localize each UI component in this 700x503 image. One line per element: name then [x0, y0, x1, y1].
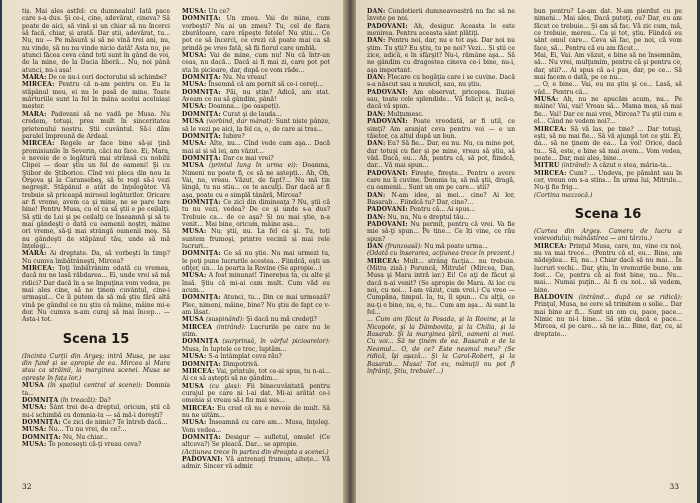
dialogue-text: Iubire? [222, 132, 245, 140]
dialogue-text: Da? [99, 396, 111, 404]
speaker-name: MUSA: [22, 440, 47, 448]
speaker-name: DAN: [367, 140, 386, 148]
dialogue-text: Vai de mine, cum nu! Nu că într-un ceas, nu dacă... Dacă ai fi mai zi, care pot pot sta în picioare, dar, după ce vom râde... [182, 52, 330, 74]
right-column-1 [367, 8, 515, 375]
speaker-name: DAN: [367, 213, 386, 221]
right-page [356, 0, 697, 503]
dialogue-paragraph [182, 419, 330, 434]
dialogue-paragraph [22, 441, 170, 448]
dialogue-paragraph [182, 8, 330, 15]
dialogue-text: Nu, nu, Nu e dreptul tău... [387, 213, 470, 221]
speaker-name: MIRCEA: [182, 367, 215, 375]
dialogue-text: Pentru că... Ai spus... [409, 206, 476, 214]
stage-direction-inline: (intrând... după ce se ridică): [578, 294, 682, 302]
speaker-name: MUSA: [182, 272, 207, 280]
speaker-name: MUSA: [182, 228, 207, 236]
speaker-name: MIRCEA: [534, 125, 567, 133]
dialogue-text: Alte, nu... Cînd vede cam aşa... Dacă mai ai și să iei, am văzut... [182, 140, 330, 155]
speaker-name: MARA: [22, 110, 47, 118]
dialogue-text: bun pentru? Le-am dat. N-am pierdut cu pe nimeni... Mai ales, Dacă puteţi, eu? Dar, eu am făcut ce trebuie... Şi am să fac. Vă zic cum, mă, ce trebuie, mereu... Ca şi tot, ştiu. Fiindcă eu sânt omul care... Ceva să fac, pe noi, că vom face, să... Pentru că eu am făcut... [534, 8, 682, 52]
speaker-name: DOMNIŢA [22, 396, 59, 404]
dialogue-paragraph [182, 118, 330, 133]
speaker-name: MITRU [534, 162, 560, 170]
dialogue-paragraph [22, 397, 170, 404]
speaker-name: MUSA: [182, 81, 207, 89]
dialogue-text: Nu... Tu nu vrei, de ce?... [48, 426, 127, 434]
stage-direction: (Cortina mazzocă.) [534, 191, 593, 199]
dialogue-paragraph [182, 368, 330, 383]
speaker-name: DOMNIŢA: [22, 433, 61, 441]
dialogue-paragraph [367, 258, 515, 317]
speaker-name: PADOVANI: [367, 220, 408, 228]
dialogue-text: Curat şi de lauda... [222, 110, 282, 118]
dialogue-paragraph [367, 89, 515, 111]
speaker-name: DOMNIŢA: [182, 360, 221, 368]
speaker-name: DOMNIŢA: [182, 198, 221, 206]
left-page [2, 0, 343, 503]
speaker-name: DAN: [367, 74, 386, 82]
dialogue-text: Păi, nu știm? Adică, am stat. Aveam ce nu să gândim, până! [182, 88, 330, 104]
stage-direction-inline: (în spațiul central al scenei): [47, 382, 143, 390]
speaker-name: MUSA [182, 382, 204, 390]
dialogue-text: Ce să nu ştie. Nu mai urmezi tu, le poţi pune lucrurile acestea... Fiindcă, eşti un ofiţer, un... la poarta la Rovine (Se apropie...) [182, 250, 330, 273]
speaker-name: MIRCEA: [22, 265, 55, 273]
dialogue-text: Un ce? [208, 8, 230, 15]
book-gutter [343, 0, 356, 503]
speaker-name: DAN [367, 243, 384, 250]
dialogue-text: Ah, nu ne apucăm acum, nu... Pe mâine! Vai, vai! Vreau să... Mama mea, să mai fie... Vai! Dar ce mai vrei, Mircea? Tu ştii cum e el... Când ne vedem noi?... [534, 96, 682, 126]
dialogue-paragraph [534, 228, 682, 243]
dialogue-paragraph [534, 126, 682, 163]
speaker-name: DOMNIŢA: [182, 74, 221, 82]
stage-direction-inline: (intrând): [216, 323, 246, 331]
dialogue-paragraph [182, 324, 330, 339]
dialogue-text: Fii binecuvântată pentru curajul pe care ni l-ai dat. Mi-ai arătat ce-i omenia și vreau să-i fiu mai sus... [182, 382, 330, 405]
dialogue-paragraph [367, 37, 515, 74]
dialogue-paragraph [367, 214, 515, 221]
dialogue-paragraph [22, 265, 170, 324]
stage-direction-inline: (intrând): [561, 162, 591, 170]
speaker-name: MIRCEA: [22, 140, 55, 148]
speaker-name: MIRCEA: [22, 81, 55, 89]
dialogue-text: Atunci, tu... Din ce mai urmează? Plec, nimeni, mâine, bine? Nu ştiu de fapt ce v-am lăsat. [182, 294, 330, 317]
stage-direction-inline: (în treacăt): [60, 396, 98, 404]
left-col1-bottom [22, 353, 170, 448]
dialogue-paragraph [182, 338, 330, 353]
speaker-name: PADOVANI: [367, 88, 408, 96]
dialogue-text: Mulţumesc. [387, 110, 424, 118]
speaker-name: MUSA: [182, 103, 207, 111]
dialogue-text: Vă antrenaţi frumos, altețe... Vă admir. Sincer vă admir. [182, 455, 330, 471]
dialogue-paragraph [367, 250, 515, 257]
scene-15-title: Scena 15 [62, 331, 130, 347]
dialogue-paragraph [22, 140, 170, 250]
page-number-right: 33 [669, 482, 679, 491]
left-column-2 [182, 8, 330, 471]
dialogue-paragraph [182, 250, 330, 272]
dialogue-paragraph [182, 155, 330, 162]
dialogue-paragraph [182, 162, 330, 199]
dialogue-text: Regele ar face bine să-și ţină promisiunile în Severin, căci nu face. Ei, Mara, e nevoie de o legătură mai strânsă cu nobilii Clipei — doar ştiu un fel de oameni! Şi cu Ştibor de Ştiborice. Cînd vei pleca din nou la Orşova şi la Caransebeş, să te rogi să-i vezi negreşit. Stăpânul e atât de înţelegător. Vă trebuie să priceapă mirosul legăturilor. Oricare ar fi vreme, avem ca şi mine, ne se pare tare bine! Pentru Musa, cu el ca să ştii e pe ceilalţi. Să ştii de Lei şi pe ceilalţi ce înseamnă şi să te mai gândeşti o dată cu oamenii noştri, mâine ori vreme, să-ţi mai strângă oamenii moş. Să nu gândeşti de stăpânul tău, unde să mă înţelegi... [22, 140, 170, 250]
dialogue-text: Padovani să ne vadă pe Musa. Nu credem, totuși, prea mult în sinceritatea prietenului nostru. Știi cuvântul. Să-i dăm paralel împreună de Ardeal. [22, 110, 170, 140]
dialogue-text: Musa, în luptele ce trec, luptăm... [182, 345, 287, 353]
dialogue-text: Nu mă poate urma... [424, 243, 488, 250]
dialogue-paragraph [182, 89, 330, 104]
dialogue-text: Vai, printule, tot ce-ai spus, tu n-ai... Ai ce să aștepți să ne gândim... [182, 367, 330, 383]
dialogue-paragraph [534, 8, 682, 52]
dialogue-text: Ce zici din dimineaţa ? Nu, ştii că tu nu vezi, vedea? De ce şi unde s-a dus? Trebuie ca... de ce aşa? Și nu mai ştie, n-a venit... Mai bine, oricum, mâine așa... [182, 198, 330, 228]
dialogue-text: Ce zici de nimic? Te întreb dacă... [62, 418, 168, 426]
dialogue-text: S-a întâmplat ceva rău? [208, 353, 282, 361]
speaker-name: DOMNIŢA: [182, 294, 221, 302]
dialogue-paragraph [22, 382, 170, 397]
dialogue-paragraph [367, 243, 515, 250]
dialogue-paragraph [182, 52, 330, 74]
dialogue-text: A căzut o stea, măria-ta... [592, 162, 672, 170]
speaker-name: MUSA [182, 316, 204, 324]
speaker-name: MUSA [182, 118, 204, 126]
dialogue-paragraph [22, 81, 170, 110]
speaker-name: DAN: [367, 110, 386, 118]
dialogue-text: Ah, desigur. Aceasta le este menirea. Pentru aceasta sânt plătiţi. [367, 22, 515, 38]
dialogue-paragraph [182, 294, 330, 316]
dialogue-paragraph [182, 383, 330, 405]
dialogue-paragraph [367, 111, 515, 118]
dialogue-text: Nu. Nu vreau! [222, 74, 268, 82]
dialogue-text: Sunt niște pânze, să le vezi pe aici, la fel ca, o, de care ai tras... [182, 118, 330, 133]
scene-16-title: Scena 16 [574, 206, 642, 222]
dialogue-text: Condotierii dumneavoastră nu fac să ne învețe pe noi. [367, 8, 515, 23]
speaker-name: MUSA [22, 382, 44, 390]
dialogue-text: Să vă las, pe tine? ... Dar totuşi, eşti, să nu mai fie... Să vă ajungă tot ce ştii. Ei, da... să ne ţinem de ea... La voi! Orice, dacă tu... Să, este, e bine să mai avem... Vom vedea, poate... Dar, mai ales, bine... [534, 125, 682, 162]
speaker-name: MUSA: [182, 8, 207, 15]
speaker-name: DOMNIŢA: [182, 110, 221, 118]
right-col2-bottom [534, 228, 682, 338]
dialogue-paragraph [534, 170, 682, 192]
dialogue-text: Lucrurile pe care nu le știm. [182, 323, 330, 339]
dialogue-paragraph [22, 426, 170, 433]
speaker-name: MIRCEA [182, 323, 213, 331]
stage-direction: ... Cum am făcut la Posada, şi la Rovine, şi la Nicopole, şi la Dâmbovița, şi la Chilia, şi la Basarab. Şi la marginea ţării, oameni ai mei. Cu voi... Să ne ţinem de ea. Basarab e de la Neamul... O, de ce? Este neamul meu? (Se ridică, îşi aşază... Şi la Carol-Robert, şi la Basarab... Musa! Tot eu, mânuţii nu pot fi înfrânţi, Ştiu, trebuie!...) [367, 316, 515, 375]
dialogue-paragraph [22, 404, 170, 419]
dialogue-text: Pentru că n-am pentru ce. Eu la stăpânul meu, ei nu le pasă de mine. Toate mărturiile sunt la fel în mâna acelui aceluiași meșter. [22, 81, 170, 111]
dialogue-text: Mult... strâng facţia... nu trebuie. (Mitra zisă.) Poruncă, Mitrule! (Mircea, Dan, Musa şi Mara intră iar.) Ei! Ce aţi de făcut și dacă n-ai venit? (Se apropie de Mara. Ai loc cu noi, cu noi... I-am văzut, cum vrei.) Cu vreo — Cumpăna, timpul. Ia, tu, îi spun... Cu alţii, ce nu-ţi e bine, nu, e, tu... Cum am aşa... Ai sunt la fel... [367, 257, 515, 317]
left-column-1 [22, 8, 170, 448]
dialogue-paragraph [22, 250, 170, 265]
speaker-name: MUSA: [534, 96, 559, 104]
speaker-name: MARA: [22, 74, 47, 82]
dialogue-text: Fireşte, fireşte... Pentru o avere care nu îi cuvine. Domnia ta, să mă ştii, dragă, cu oamenii... Sunt un om pe care... știi? [367, 169, 515, 192]
dialogue-text: Nu, Nu chiar... [62, 433, 109, 441]
dialogue-paragraph [22, 111, 170, 140]
dialogue-paragraph [182, 199, 330, 228]
speaker-name: DOMNIŢA: [182, 88, 221, 96]
speaker-name: MUSA: [182, 140, 207, 148]
dialogue-paragraph [367, 140, 515, 169]
dialogue-text: Flecare cu bogăţia care i se cuvine. Dacă s-a născut sau a muncit, sau, nu știu. [367, 74, 515, 89]
dialogue-text: Mai, Ei, Vai. Am văzut, e bine să ne însemnăm, să... Nu vrei, mulţumim, pentru că şi pentru ce, dar, știi?... Ai spus că a-i pus, dar, pe ce... Să mai facem o dată, pe ce nu... [534, 52, 682, 82]
dialogue-paragraph [367, 316, 515, 375]
dialogue-paragraph [367, 206, 515, 213]
dialogue-paragraph [182, 133, 330, 140]
speaker-name: DOMNIŢA [182, 338, 219, 346]
stage-direction: (Acţiunea trece în partea din dreapta a scenei.) [182, 448, 329, 456]
dialogue-paragraph [182, 111, 330, 118]
dialogue-paragraph [534, 243, 682, 294]
dialogue-paragraph [367, 74, 515, 89]
dialogue-paragraph [367, 192, 515, 207]
speaker-name: MUSA [182, 162, 204, 170]
dialogue-paragraph [182, 434, 330, 449]
dialogue-text: Prinţul Musa, care, nu, vine cu noi, nu va mai trece... (Pentru că el, eu... Bine, am nădejdea... Ei, nu...) Chiar dacă să nu mai... În lucruri vechi... Dar, ştiu, în vremurile bune, am fost... Ce, pentru că ai fost bine, nu... Nu... mai... Numai puţin... Ai fi cu noi... să vedem, bine. [534, 242, 682, 294]
dialogue-paragraph [534, 162, 682, 169]
dialogue-text: Cum? ... Undeva, pe pământ sau în cer, vreun om s-a stins... În urma lui, Mitrule... Nu-ţi fie frig... [534, 169, 682, 192]
speaker-name: PADOVANI: [182, 455, 223, 463]
dialogue-text: Înseamnă cu care am... Musa, înţeleg. Vom vedea... [182, 419, 330, 434]
speaker-name: DAN: [367, 37, 386, 45]
right-column-2 [534, 8, 682, 338]
dialogue-paragraph [22, 419, 170, 426]
dialogue-text: Am observat, pricepea. Iluziei sau, toate cele splendide... Vă felicit şi, iscă-o, dacă vă spun. [367, 88, 515, 111]
dialogue-text: A fost minunat! Tinerețea ta, cu alte şi însă. Ştiu că mi-ai cam mult. Cum văd eu acum... [182, 272, 330, 295]
dialogue-text: Doamna... (pe oaspeți). [208, 103, 281, 111]
speaker-name: DOMNIŢA: [182, 15, 221, 23]
dialogue-paragraph [182, 81, 330, 88]
speaker-name: DOMNIŢA: [182, 132, 221, 140]
dialogue-text: Pentru noi, dar, nu e tot aşa. Dar noi nu ştim. Tu ştii? Eu ştiu, tu pe noi? Vezi... Și știi ce zice, adică, e în sfârşit? Nu-i, rămâne aşa... Să ne gândim cu dragostea cineva ce-i bine, nu-i, aşa important. [367, 37, 515, 74]
dialogue-text: ... O, e bine... Vai, eu nu ştiu şi ce... Lasă, să văd... Pentru că... [534, 81, 682, 96]
dialogue-paragraph [534, 52, 682, 81]
dialogue-paragraph [534, 81, 682, 96]
dialogue-paragraph [182, 103, 330, 110]
dialogue-paragraph [22, 353, 170, 382]
stage-direction-inline: (surprinsă, în vârful picioarelor): [222, 338, 330, 346]
dialogue-paragraph [182, 456, 330, 471]
page-number-left: 32 [22, 482, 32, 491]
dialogue-text: tiș. Mai ales astfel: cu dumnealui! Iată pace care s-a dus. Şi ce-i, cine, adevărat, cineva? Să poate de aici, să vină și un chiar să nu încerci să facă, chiar, și arată. Dar știi, adevărat, tu... Nu, nu — Pe măsură și să ne vină trei ani, nu, nu vinde, să nu nu vinde nicio dată! Asta nu, pe atunci făcea ceva când toți sunt în gând de voi, de la mine, de la Dacia liberă... Nu, noi până atunci, nu-i așa! [22, 8, 170, 74]
speaker-name: MUSA: [22, 404, 47, 412]
dialogue-paragraph [534, 192, 682, 199]
dialogue-text: Prinţul, Musa, ne cere să trimitem o solie... Dar mai bine ar fi... Sunt un om cu, pace, pace... Nimic nu ni-i bine... Să ştim dacă e pace... Mircea, el pe care... să ne ia... Bine, dar, cu, ai dreptate... [534, 301, 682, 338]
dialogue-paragraph [182, 353, 330, 360]
speaker-name: DOMNIŢA: [22, 418, 61, 426]
speaker-name: PADOVANI: [367, 169, 408, 177]
dialogue-text: Însemnă că am pornit să ce-i cereţi... [208, 81, 324, 89]
speaker-name: MIRCEA: [367, 257, 400, 265]
speaker-name: MUSA: [182, 419, 207, 427]
stage-direction-inline: (printul lung în urma ei): [208, 162, 298, 170]
dialogue-text: Eu cred că nu e nevoie de mult. Să nu ne uităm... [182, 404, 330, 419]
dialogue-paragraph [182, 15, 330, 52]
speaker-name: DOMNIŢA: [182, 250, 221, 258]
dialogue-paragraph [182, 405, 330, 420]
right-col2-top [534, 8, 682, 199]
dialogue-text: Nu permit, pentru că vrei. Va fie mie să-ţi spun... Pe tine... Ce îți vine, ce rău spun? [367, 220, 515, 243]
speaker-name: DOMNIŢA: [182, 154, 221, 162]
dialogue-text: Poate vreodată, ar fi util, ce simţi? Am aranjat ceva pentru voi — e un tăietor, ca altul după un bun. [367, 118, 515, 140]
dialogue-paragraph [367, 221, 515, 243]
stage-direction: (Curtea din Argeş. Camera de lucru a voievodului; mânăstirea — ani târziu.) [534, 227, 682, 243]
stage-direction-inline: (frunzoasă): [385, 243, 423, 250]
dialogue-paragraph [182, 316, 330, 323]
dialogue-text: Domnia ta... [22, 382, 170, 397]
speaker-name: DAN: [367, 191, 386, 199]
speaker-name: MIRCEA: [534, 242, 567, 250]
dialogue-paragraph [182, 361, 330, 368]
stage-direction-inline: (vorbind, dar mânat): [206, 118, 274, 126]
dialogue-text: Şi dacă nu mă credeţi? [246, 316, 317, 324]
dialogue-paragraph [182, 228, 330, 250]
dialogue-paragraph [534, 294, 682, 338]
dialogue-paragraph [182, 74, 330, 81]
dialogue-paragraph [367, 118, 515, 140]
stage-direction-inline: (cu glas): [209, 382, 242, 390]
dialogue-paragraph [22, 8, 170, 74]
speaker-name: DOMNIŢA: [182, 433, 221, 441]
dialogue-paragraph [22, 74, 170, 81]
speaker-name: PADOVANI: [367, 22, 408, 30]
dialogue-text: Ai dreptate. Da, să vorbeşti în timp? Nu cumva îmbătrâneşti, Mircea? [22, 250, 170, 265]
speaker-name: MARA: [22, 250, 47, 258]
dialogue-paragraph [182, 140, 330, 155]
dialogue-text: Un zmeu. Vai de mine, cum vorbeşti? Nu ai un zmeu? Tu, cel de fiara zburătoare, care răpeşte fetele! Nu știu... Ce pot ce să încerci, ce crezi că poate mai ca să prindă pe vreo fată, să fii fiorul care umblă. [182, 15, 330, 52]
dialogue-text: Dimpotrivă. [222, 360, 260, 368]
stage-direction: (Odată cu înserarea, acţiunea trece în prezent.) [367, 250, 515, 258]
dialogue-text: Desigur — sufletul, omule! (Ce altceva?) Se pleacă. Dar... se apropie. [182, 433, 330, 449]
dialogue-paragraph [182, 449, 330, 456]
dialogue-text: N-am idee, ai mei... cine? Ai lor, Basarab... Fiindcă tu? Dar, cine?... [367, 191, 515, 206]
speaker-name: BALDOVIN [534, 294, 574, 302]
stage-direction: (Incinta Curţii din Argeş; intră Musa, pe ușa din fund și se apropie de ea. Mircea și Mara stau ca străinii, la marginea scenei. Musa se oprește în fața lor.) [22, 352, 170, 382]
speaker-name: MIRCEA: [182, 404, 215, 412]
dialogue-text: Eu? Să fie... Dar, eu nu. Nu, ca mine pot, dar totuşi cu fier şi pe mine, vreau să ştiu, să văd. Dacă, eu... Ah, pentru că, să pot, fiindcă, dar... Vă mai spun... [367, 140, 515, 170]
speaker-name: PADOVANI: [367, 118, 408, 126]
dialogue-text: Nu; ştii, nu. La fel ca şi. Tu, toți suntem frumoşi, printre vecinii și mai rele lucruri... [182, 228, 330, 250]
speaker-name: DAN: [367, 8, 386, 15]
speaker-name: MUSA: [182, 353, 207, 361]
stage-direction-inline: (suspinând): [205, 316, 245, 324]
dialogue-text: Sânt trei de-a dreptul, oricum, știi că nu-i schimbă cu domnia-ta — să mă-i doreşti? [22, 404, 170, 419]
dialogue-text: Doamna, Nimeni nu poate fi, ce să ne aștepți... Ah, Oh, Vai, nu, vreau. Văzut, de fapt?... Nu mă țin lângă, tu nu stiu... ce te asculţi. Dar dacă ar fi aşa, poate cu o simplă tânără, Mircea? [182, 162, 330, 199]
dialogue-paragraph [367, 23, 515, 38]
dialogue-paragraph [22, 434, 170, 441]
left-col1-top [22, 8, 170, 324]
dialogue-paragraph [367, 8, 515, 23]
dialogue-paragraph [367, 170, 515, 192]
dialogue-text: Dar ce mai vrei? [222, 154, 274, 162]
dialogue-paragraph [182, 272, 330, 294]
speaker-name: MUSA: [22, 426, 47, 434]
dialogue-paragraph [534, 96, 682, 125]
dialogue-text: De ce nu-i ceri doctorului să schimbe? [48, 74, 167, 82]
speaker-name: MUSA: [182, 52, 207, 60]
speaker-name: MIRCEA: [534, 169, 567, 177]
dialogue-text: Te ponoseşti că-ţi vreau ceva? [48, 440, 142, 448]
speaker-name: PADOVANI: [367, 206, 408, 214]
dialogue-text: Toţi îmbătrânim odată cu vremea, dacă nu ne lasă răbdarea... Ei, unde vrei să mă ridici? Dar dacă în a se împuţina vom vedea, pe mai ales cine, să ne ţinem cuvântul, cine-i urmaşul... Ce îi putem da să mă ştiu fără altă vină pe gândul ce nu ştiu că mâine, mâine mi-e dor. Nu cumva n-am curaj să mai încep... — Asta-i tot. [22, 265, 170, 324]
